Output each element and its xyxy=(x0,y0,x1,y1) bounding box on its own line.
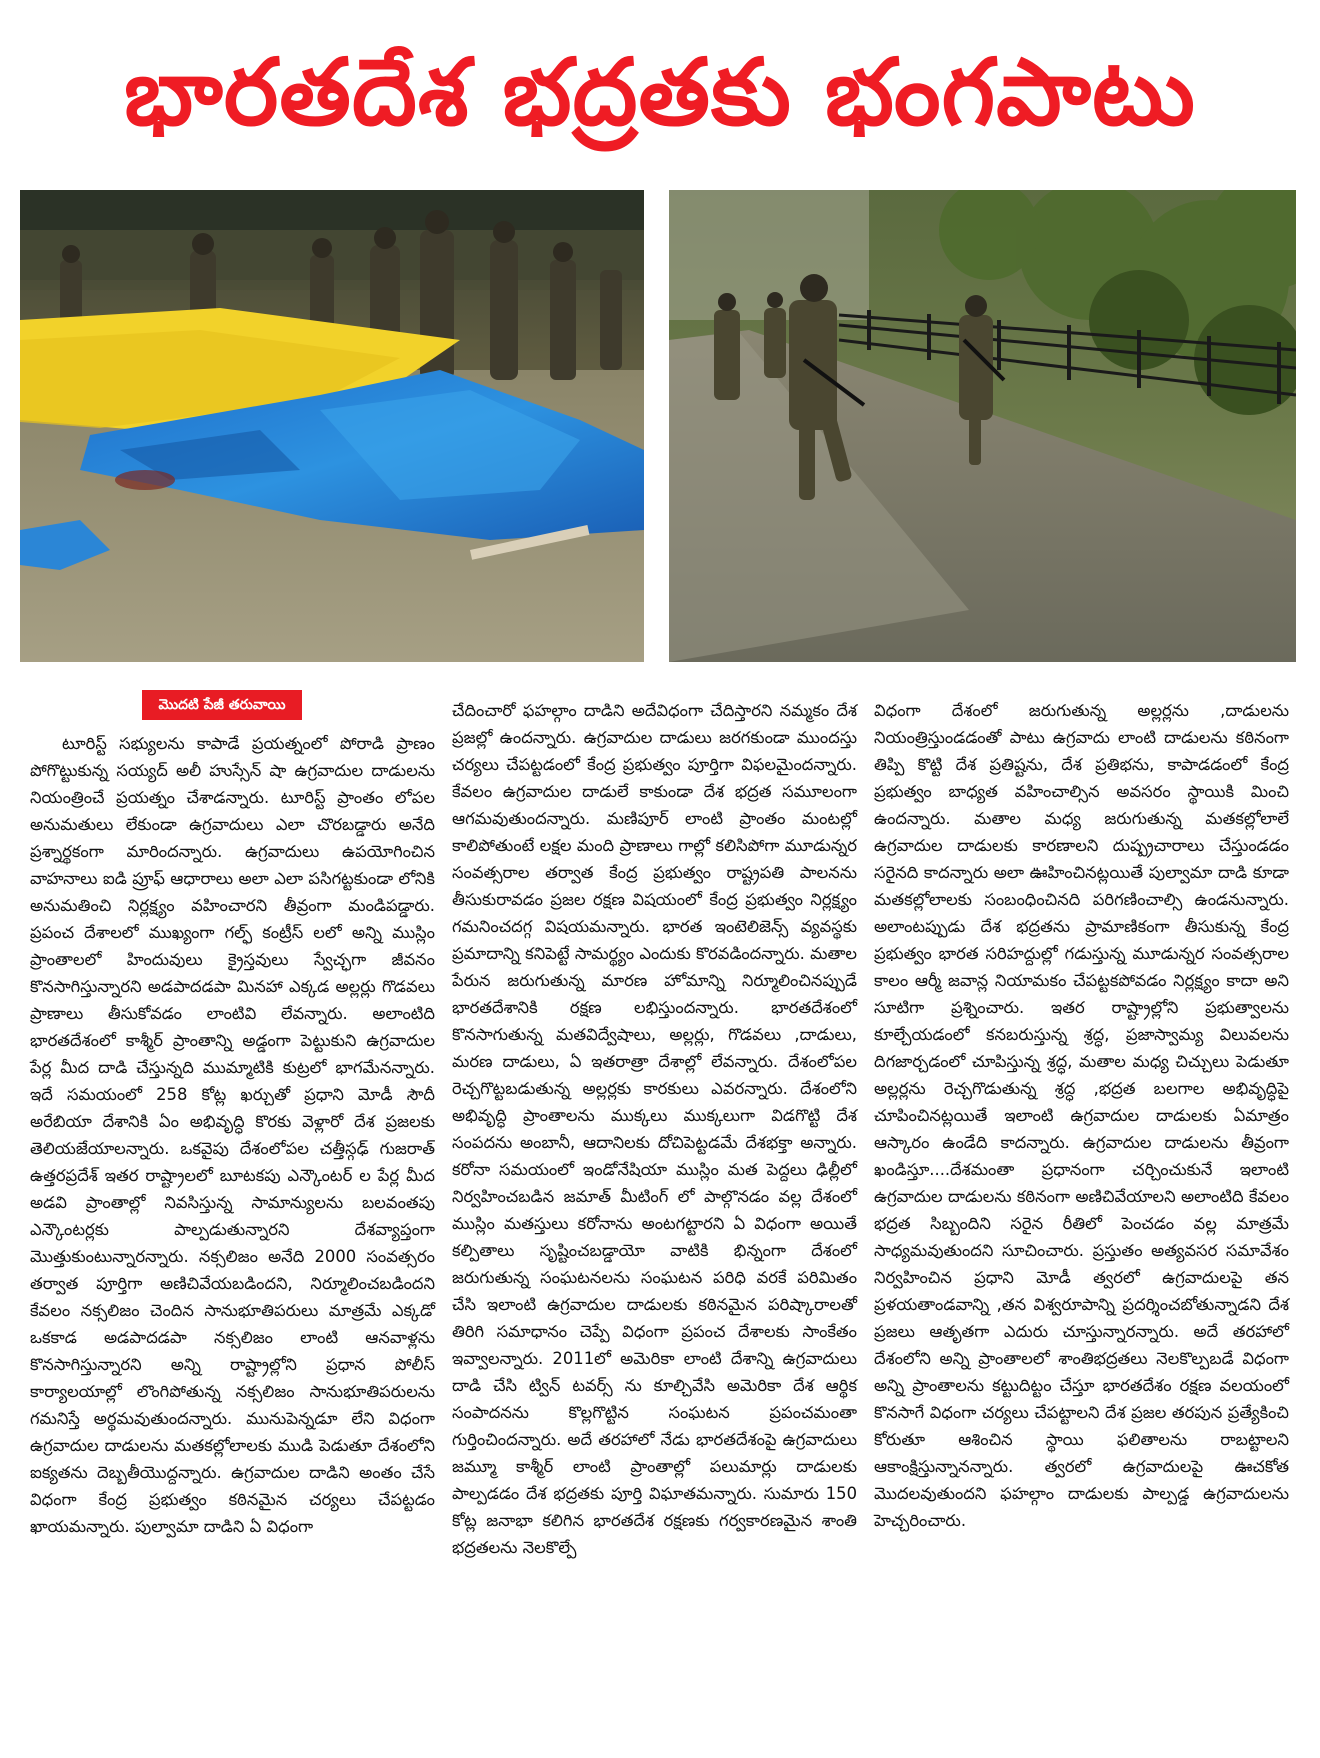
continuation-kicker: మొదటి పేజీ తరువాయి xyxy=(142,690,302,720)
article-column-3 xyxy=(874,697,1289,1534)
column-2-text: చేదించారో ఫహల్గాం దాడిని అదేవిధంగా చేదిస్తారని నమ్మకం దేశ ప్రజల్లో ఉందన్నారు. ఉగ్రవాదుల దాడులు జరగకుండా ముందస్తు చర్యలు చేపట్టడంలో కేంద్ర ప్రభుత్వం పూర్తిగా విఫలమైందన్నారు. కేవలం ఉగ్రవాదుల దాడులే కాకుండా దేశ భద్రత సమూలంగా ఆగమవుతుందన్నారు. మణిపూర్ లాంటి ప్రాంతం మంటల్లో కాలిపోతుంటే లక్షల మంది ప్రాణాలు గాల్లో కలిసిపోగా మూడున్నర సంవత్సరాల తర్వాత కేంద్ర ప్రభుత్వం రాష్ట్రపతి పాలనను తీసుకురావడం ప్రజల రక్షణ విషయంలో కేంద్ర ప్రభుత్వం నిర్లక్ష్యం గమనించదగ్గ విషయమన్నారు. భారత ఇంటెలిజెన్స్ వ్యవస్థకు ప్రమాదాన్ని కనిపెట్టే సామర్థ్యం ఎందుకు కొరవడిందన్నారు. మతాల పేరున జరుగుతున్న మారణ హోమాన్ని నిర్మూలించినప్పుడే భారతదేశానికి రక్షణ లభిస్తుందన్నారు. భారతదేశంలో కొనసాగుతున్న మతవిద్వేషాలు, అల్లర్లు, గొడవలు ,దాడులు, మరణ దాడులు, ఏ ఇతరాత్రా దేశాల్లో లేవన్నారు. దేశంలోపల రెచ్చగొట్టబడుతున్న అల్లర్లకు కారకులు ఎవరన్నారు. దేశంలోని అభివృద్ధి ప్రాంతాలను ముక్కలు ముక్కలుగా విడగొట్టి దేశ సంపదను అంబానీ, ఆదానిలకు దోచిపెట్టడమే దేశభక్తా అన్నారు. కరోనా సమయంలో ఇండోనేషియా ముస్లిం మత పెద్దలు ఢిల్లీలో నిర్వహించబడిన జమాత్ మీటింగ్ లో పాల్గొనడం వల్ల దేశంలో ముస్లిం మతస్తులు కరోనాను అంటగట్టారని ఏ విధంగా అయితే కల్పితాలు సృష్టించబడ్డాయో వాటికి భిన్నంగా దేశంలో జరుగుతున్న సంఘటనలను సంఘటన పరిధి వరకే పరిమితం చేసి ఇలాంటి ఉగ్రవాదుల దాడులకు కఠినమైన పరిష్కారాలతో తిరిగి సమాధానం చెప్పే విధంగా ప్రపంచ దేశాలకు సాంకేతం ఇవ్వాలన్నారు. 2011లో అమెరికా లాంటి దేశాన్ని ఉగ్రవాదులు దాడి చేసి ట్విన్ టవర్స్ ను కూల్చివేసి అమెరికా దేశ ఆర్థిక సంపాదనను కొల్లగొట్టిన సంఘటన ప్రపంచమంతా గుర్తించిందన్నారు. అదే తరహాలో నేడు భారతదేశంపై ఉగ్రవాదులు జమ్మూ కాశ్మీర్ లాంటి ప్రాంతాల్లో పలుమార్లు దాడులకు పాల్పడడం దేశ భద్రతకు పూర్తి విఘాతమన్నారు. సుమారు 150 కోట్ల జనాభా కలిగిన భారతదేశ రక్షణకు గర్వకారణమైన శాంతి భద్రతలను నెలకొల్పే xyxy=(452,701,857,1557)
column-3-text: విధంగా దేశంలో జరుగుతున్న అల్లర్లను ,దాడులను నియంత్రిస్తుండడంతో పాటు ఉగ్రవాదు లాంటి దాడులను కఠినంగా తిప్పి కొట్టి దేశ ప్రతిష్టను, దేశ ప్రతిభను, కాపాడడంలో కేంద్ర ప్రభుత్వం బాధ్యత వహించాల్సిన అవసరం స్థాయికి మించి ఉందన్నారు. మతాల మధ్య జరుగుతున్న మతకల్లోలాలే ఉగ్రవాదుల దాడులకు కారణాలని దుష్ప్రచారాలు చేస్తుండడం సరైనది కాదన్నారు అలా ఊహించినట్లయితే పుల్వామా దాడి కూడా మతకల్లోలాలకు సంబంధించినది పరిగణించాల్సి ఉండనున్నారు. అలాంటప్పుడు దేశ భద్రతను ప్రామాణికంగా తీసుకున్న కేంద్ర ప్రభుత్వం భారత సరిహద్దుల్లో గడుస్తున్న మూడున్నర సంవత్సరాల కాలం ఆర్మీ జవాన్ల నియామకం చేపట్టకపోవడం నిర్లక్ష్యం కాదా అని సూటిగా ప్రశ్నించారు. ఇతర రాష్ట్రాల్లోని ప్రభుత్వాలను కూల్చేయడంలో కనబరుస్తున్న శ్రద్ధ, ప్రజాస్వామ్య విలువలను దిగజార్చడంలో చూపిస్తున్న శ్రద్ధ, మతాల మధ్య చిచ్చులు పెడుతూ అల్లర్లను రెచ్చగొడుతున్న శ్రద్ధ ,భద్రత బలగాల అభివృద్ధిపై చూపించినట్లయితే ఇలాంటి ఉగ్రవాదుల దాడులకు ఏమాత్రం ఆస్కారం ఉండేది కాదన్నారు. ఉగ్రవాదుల దాడులను తీవ్రంగా ఖండిస్తూ....దేశమంతా ప్రధానంగా చర్చించుకునే ఇలాంటి ఉగ్రవాదుల దాడులను కఠినంగా అణిచివేయాలని అలాంటిది కేవలం భద్రత సిబ్బందిని సరైన రీతిలో పెంచడం వల్ల మాత్రమే సాధ్యమవుతుందని సూచించారు. ప్రస్తుతం అత్యవసర సమావేశం నిర్వహించిన ప్రధాని మోడీ త్వరలో ఉగ్రవాదులపై తన ప్రళయతాండవాన్ని ,తన విశ్వరూపాన్ని ప్రదర్శించబోతున్నాడని దేశ ప్రజలు ఆతృతగా ఎదురు చూస్తున్నారన్నారు. అదే తరహాలో దేశంలోని అన్ని ప్రాంతాలలో శాంతిభద్రతలు నెలకొల్పబడే విధంగా అన్ని ప్రాంతాలను కట్టుదిట్టం చేస్తూ భారతదేశం రక్షణ వలయంలో కొనసాగే విధంగా చర్యలు చేపట్టాలని దేశ ప్రజల తరపున ప్రత్యేకించి కోరుతూ ఆశించిన స్థాయి ఫలితాలను రాబట్టాలని ఆకాంక్షిస్తున్నానన్నారు. త్వరలో ఉగ్రవాదులపై ఊచకోత మొదలవుతుందని ఫహల్గాం దాడులకు పాల్పడ్డ ఉగ్రవాదులను హెచ్చరించారు. xyxy=(874,701,1289,1530)
photo-soldiers-bridge xyxy=(669,190,1296,662)
photo-tarp-field xyxy=(20,190,644,662)
soldiers-bridge-image xyxy=(669,190,1296,662)
tarp-field-image xyxy=(20,190,644,662)
headline: భారతదేశ భద్రతకు భంగపాటు xyxy=(124,39,1196,146)
article-column-2 xyxy=(452,697,857,1561)
column-1-text: టూరిస్ట్ సభ్యులను కాపాడే ప్రయత్నంలో పోరాడి ప్రాణం పోగొట్టుకున్న సయ్యద్ అలీ హుస్సేన్ షా ఉగ్రవాదుల దాడులను నియంత్రించే ప్రయత్నం చేశాడన్నారు. టూరిస్ట్ ప్రాంతం లోపల అనుమతులు లేకుండా ఉగ్రవాదులు ఎలా చొరబడ్డారు అనేది ప్రశ్నార్థకంగా మారిందన్నారు. ఉగ్రవాదులు ఉపయోగించిన వాహనాలు ఐడి ప్రూఫ్ ఆధారాలు అలా ఎలా పసిగట్టకుండా లోనికి అనుమతించి నిర్లక్ష్యం వహించారని తీవ్రంగా మండిపడ్డారు. ప్రపంచ దేశాలలో ముఖ్యంగా గల్ఫ్ కంట్రీస్ లలో అన్ని ముస్లిం ప్రాంతాలలో హిందువులు క్రైస్తవులు స్వేచ్ఛగా జీవనం కొనసాగిస్తున్నారని అడపాదడపా మినహా ఎక్కడ అల్లర్లు గొడవలు ప్రాణాలు తీసుకోవడం లాంటివి లేవన్నారు. అలాంటిది భారతదేశంలో కాశ్మీర్ ప్రాంతాన్ని అడ్డంగా పెట్టుకుని ఉగ్రవాదుల పేర్ల మీద దాడి చేస్తున్నది ముమ్మాటికి కుట్రలో భాగమేనన్నారు. ఇదే సమయంలో 258 కోట్ల ఖర్చుతో ప్రధాని మోడీ సౌదీ అరేబియా దేశానికి ఏం అభివృద్ధి కొరకు వెళ్లారో దేశ ప్రజలకు తెలియజేయాలన్నారు. ఒకవైపు దేశంలోపల చత్తీస్గఢ్ గుజరాత్ ఉత్తరప్రదేశ్ ఇతర రాష్ట్రాలలో బూటకపు ఎన్కౌంటర్ ల పేర్ల మీద అడవి ప్రాంతాల్లో నివసిస్తున్న సామాన్యులను బలవంతపు ఎన్కౌంటర్లకు పాల్పడుతున్నారని దేశవ్యాప్తంగా మొత్తుకుంటున్నారన్నారు. నక్సలిజం అనేది 2000 సంవత్సరం తర్వాత పూర్తిగా అణిచివేయబడిందని, నిర్మూలించబడిందని కేవలం నక్సలిజం చెందిన సానుభూతిపరులు మాత్రమే ఎక్కడో ఒకకాడ అడపాదడపా నక్సలిజం లాంటి ఆనవాళ్లను కొనసాగిస్తున్నారని అన్ని రాష్ట్రాల్లోని ప్రధాన పోలీస్ కార్యాలయాల్లో లొంగిపోతున్న నక్సలిజం సానుభూతిపరులను గమనిస్తే అర్థమవుతుందన్నారు. మునుపెన్నడూ లేని విధంగా ఉగ్రవాదుల దాడులను మతకల్లోలాలకు ముడి పెడుతూ దేశంలోని ఐక్యతను దెబ్బతీయొద్దన్నారు. ఉగ్రవాదుల దాడిని అంతం చేసే విధంగా కేంద్ర ప్రభుత్వం కఠినమైన చర్యలు చేపట్టడం ఖాయమన్నారు. పుల్వామా దాడిని ఏ విధంగా xyxy=(30,734,435,1536)
article-column-1 xyxy=(30,730,435,1540)
